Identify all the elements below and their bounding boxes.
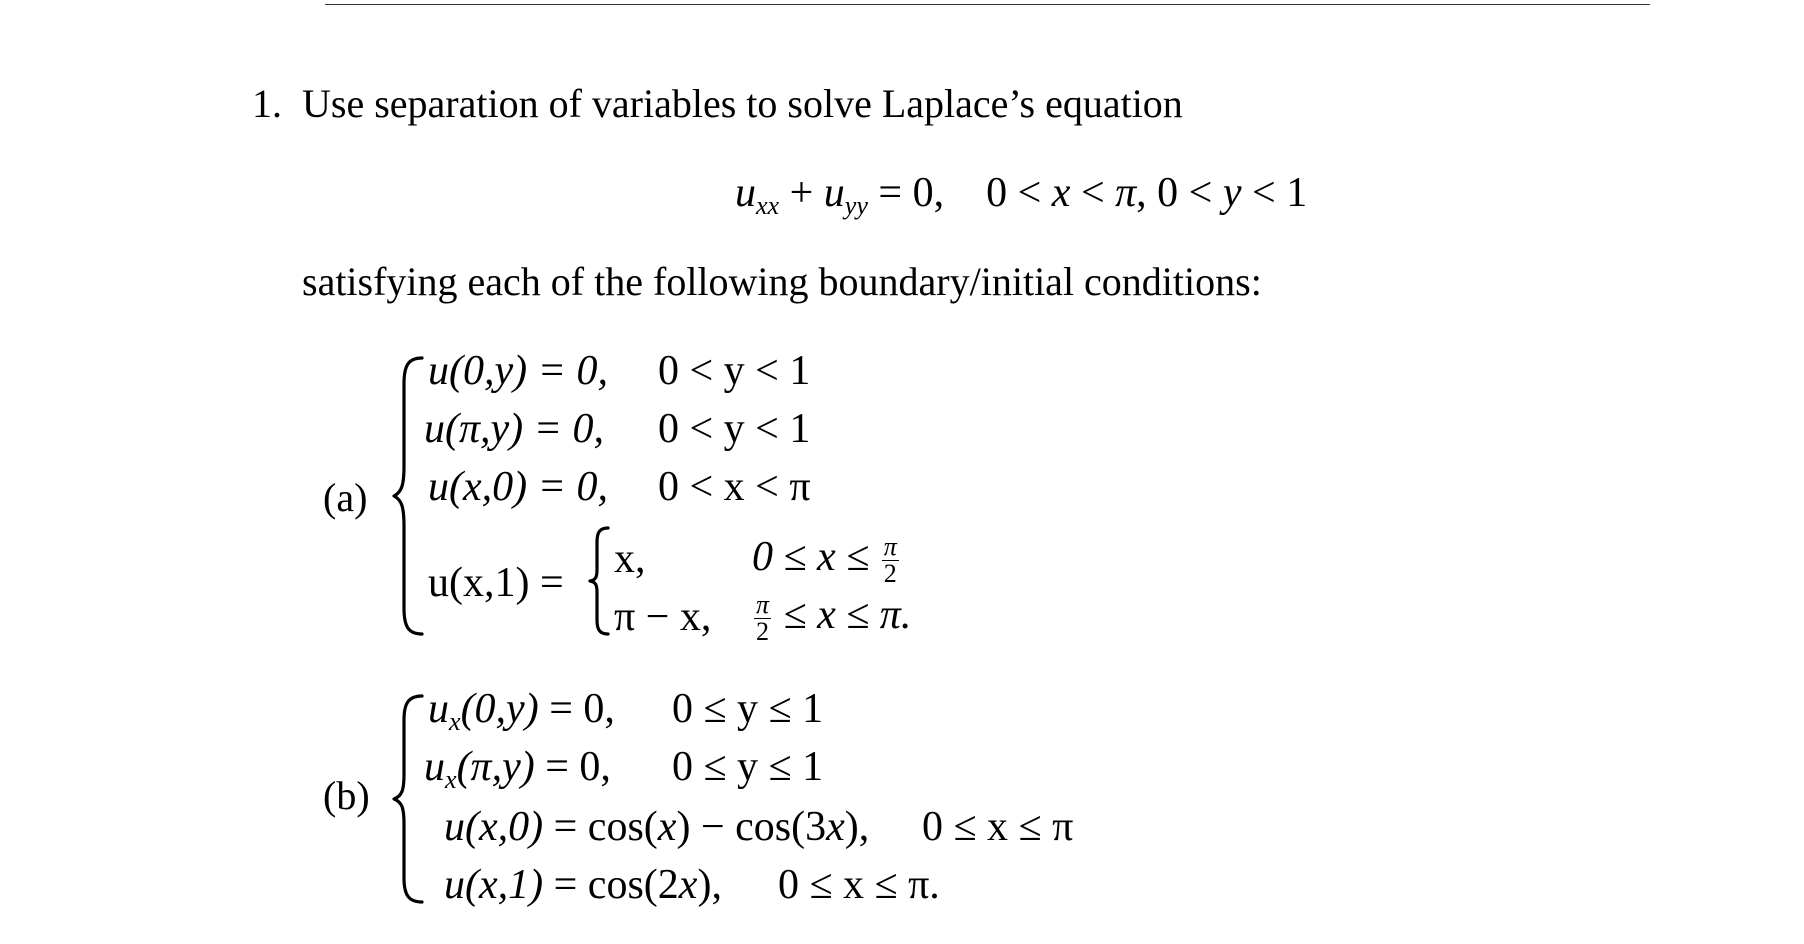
part-a-cond-2-lhs: u(π,y) = 0, bbox=[424, 406, 604, 452]
part-b-cond-3: u(x,0) = cos(x) − cos(3x), bbox=[444, 804, 870, 850]
part-a-cond-2-range: 0 < y < 1 bbox=[658, 406, 811, 452]
part-b-cond-4: u(x,1) = cos(2x), bbox=[444, 862, 722, 908]
pde-equation: $u_{xx} + u_{yy} = 0$, 0 < x < π, 0 < y < 1 bbox=[735, 170, 1308, 220]
part-b-cond-2: $u_x(\pi,y) = 0$, bbox=[424, 744, 611, 794]
part-a-cond-2 bbox=[424, 408, 604, 450]
part-b-cond-2-range: 0 ≤ y ≤ 1 bbox=[672, 744, 824, 790]
part-a-case-2-range: $\frac{\pi}{2}$ ≤ x ≤ π. bbox=[756, 590, 912, 647]
part-b-cond-4-range: 0 ≤ x ≤ π. bbox=[778, 862, 940, 908]
part-b-cond-3-range: 0 ≤ x ≤ π bbox=[922, 804, 1074, 850]
problem-number: 1. bbox=[252, 81, 282, 126]
part-a-cond-1-range: 0 < y < 1 bbox=[658, 348, 811, 394]
part-a-cond-3-range: 0 < x < π bbox=[658, 464, 811, 510]
part-a-cond-3-lhs: u(x,0) = 0, bbox=[428, 464, 608, 510]
part-a-case-1-range: 0 ≤ x ≤ $\frac{\pi}{2}$ bbox=[752, 532, 897, 589]
problem-followup: satisfying each of the following boundary/initial conditions: bbox=[302, 259, 1262, 304]
part-b-brace bbox=[392, 694, 428, 904]
top-rule bbox=[325, 4, 1650, 5]
part-b-cond-1-range: 0 ≤ y ≤ 1 bbox=[672, 686, 824, 732]
part-b-label: (b) bbox=[323, 773, 370, 818]
part-a-cond-1-lhs: u(0,y) = 0, bbox=[428, 348, 608, 394]
part-a-cond-1 bbox=[428, 350, 608, 392]
problem-intro: Use separation of variables to solve Laplace’s equation bbox=[302, 81, 1183, 126]
part-a-piecewise-lhs: u(x,1) = bbox=[428, 560, 564, 606]
part-a-brace bbox=[392, 356, 428, 636]
part-b-cond-1: $u_x(0,y) = 0$, bbox=[428, 686, 615, 736]
part-a-case-2-expr: π − x, bbox=[614, 594, 712, 640]
part-a-cond-3 bbox=[428, 466, 608, 508]
part-a-case-1-expr: x, bbox=[614, 536, 646, 582]
part-a-piecewise-brace bbox=[588, 526, 612, 636]
part-a-label: (a) bbox=[323, 475, 368, 520]
